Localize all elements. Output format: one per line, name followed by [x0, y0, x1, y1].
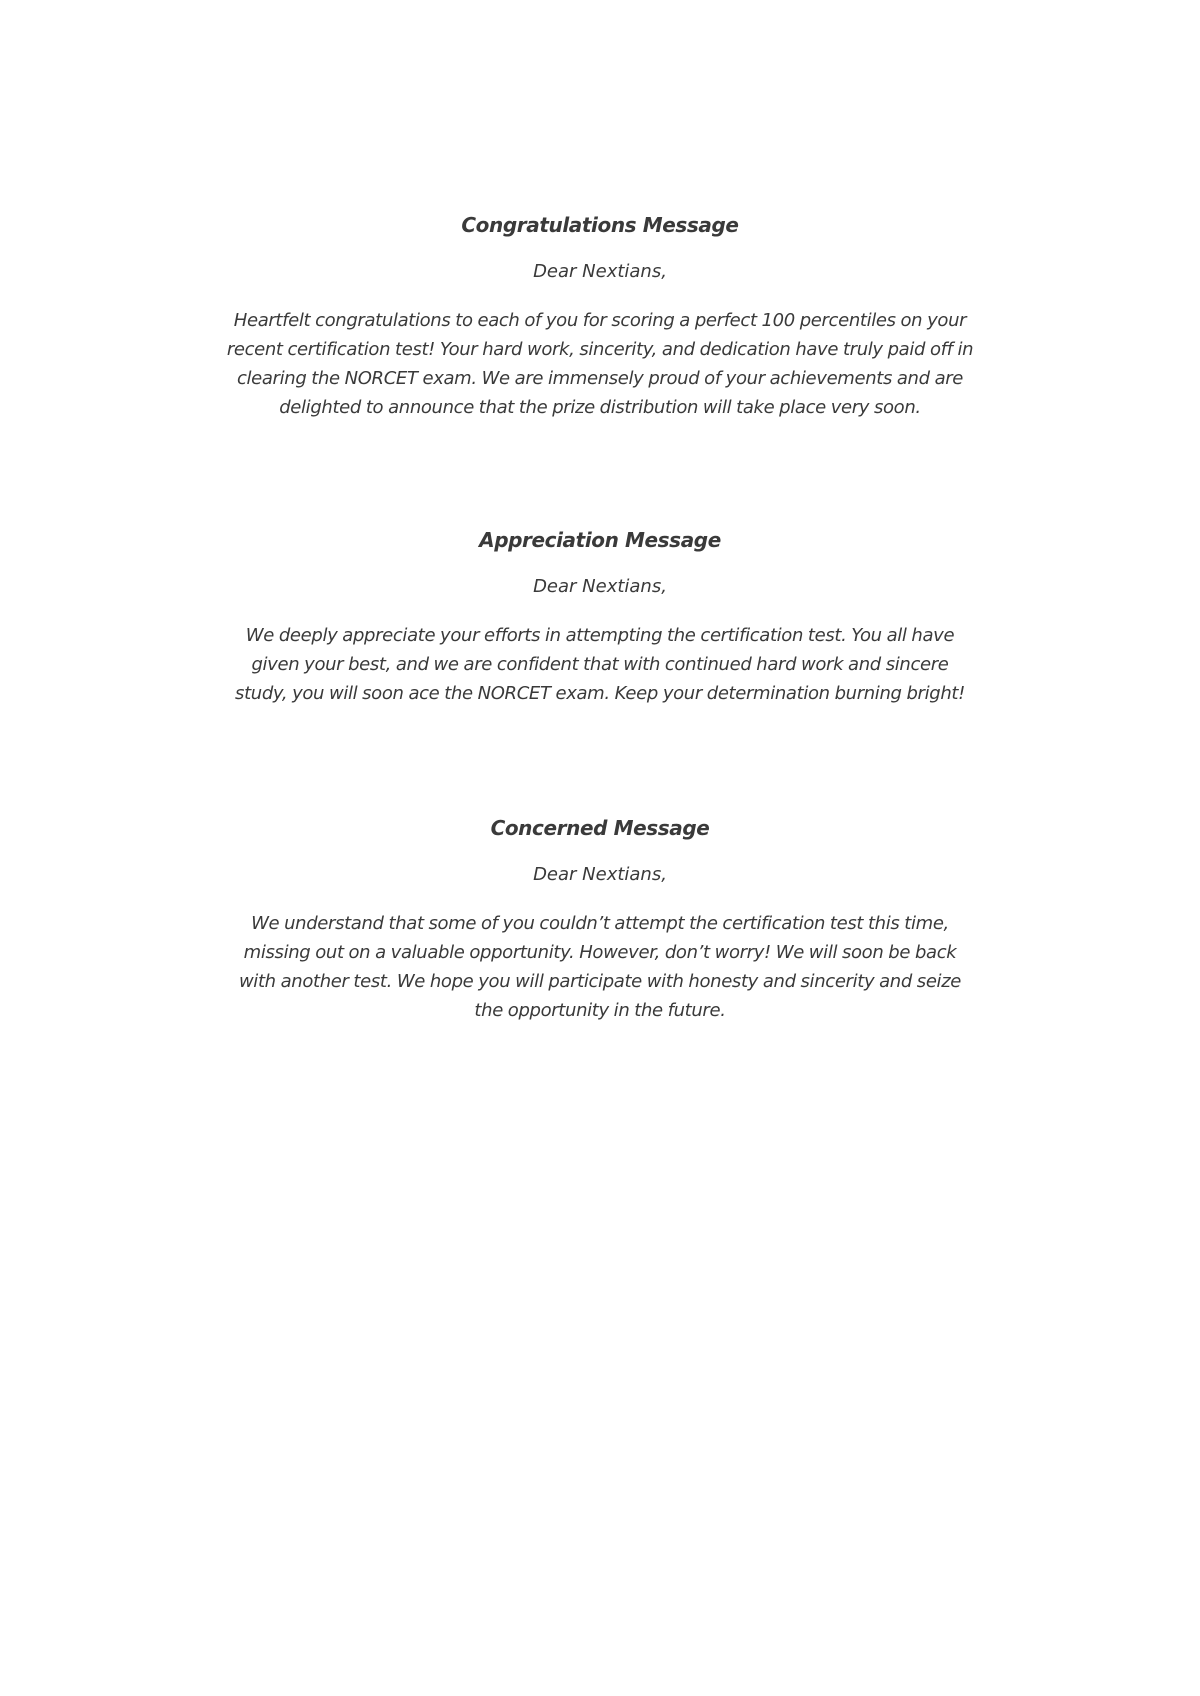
appreciation-greeting: Dear Nextians,	[533, 576, 667, 597]
appreciation-section	[225, 527, 975, 708]
concerned-heading: Concerned Message	[490, 816, 710, 840]
appreciation-heading: Appreciation Message	[479, 528, 721, 552]
concerned-body: We understand that some of you couldn’t attempt the certification test this time, missing out on a valuable opportunity. However, don’t worry! We will soon be back with another test. We hope you will participate with honesty and sincerity and seize the opportunity in the future.	[238, 913, 962, 1021]
congratulations-heading: Congratulations Message	[461, 213, 739, 237]
congratulations-body: Heartfelt congratulations to each of you for scoring a perfect 100 percentiles on your recent certification test! Your hard work, sincerity, and dedication have truly paid off in clearing the NORCET exam. We are immensely proud of your achievements and are delighted to announce that the prize distribution will take place very soon.	[226, 310, 974, 418]
concerned-section	[225, 815, 975, 1025]
appreciation-body: We deeply appreciate your efforts in attempting the certification test. You all have given your best, and we are confident that with continued hard work and sincere study, you will soon ace the NORCET exam. Keep your determination burning bright!	[235, 625, 965, 704]
congratulations-section	[225, 212, 975, 422]
congratulations-greeting: Dear Nextians,	[533, 261, 667, 282]
concerned-greeting: Dear Nextians,	[533, 864, 667, 885]
